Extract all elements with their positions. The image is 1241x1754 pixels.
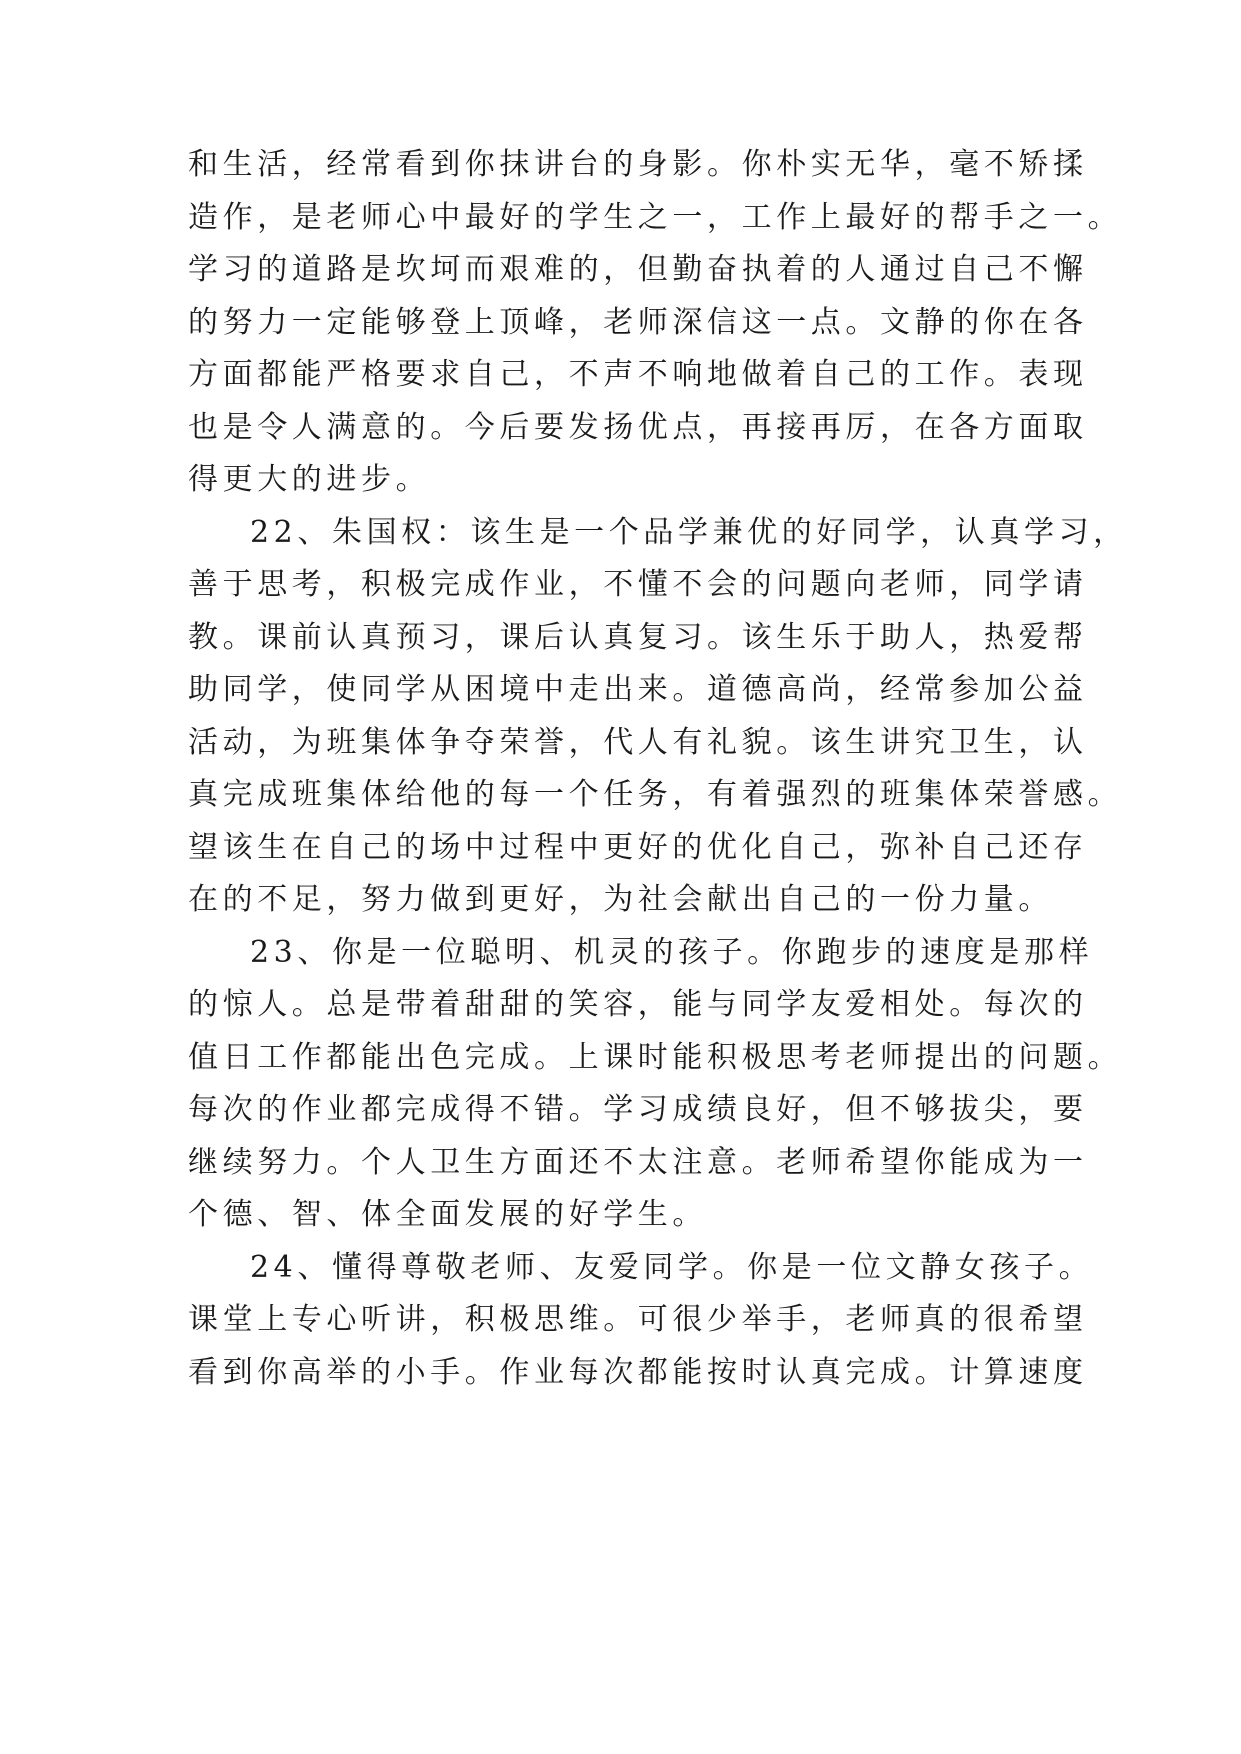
text-line: 个德、智、体全面发展的好学生。 — [188, 1197, 707, 1232]
text-line: 学习的道路是坎坷而艰难的，但勤奋执着的人通过自己不懈 — [188, 252, 1088, 287]
text-line: 活动，为班集体争夺荣誉，代人有礼貌。该生讲究卫生，认 — [188, 725, 1088, 760]
text-line: 善于思考，积极完成作业，不懂不会的问题向老师，同学请 — [188, 567, 1088, 602]
text-line: 在的不足，努力做到更好，为社会献出自己的一份力量。 — [188, 882, 1053, 917]
paragraph-23-first-line: 23、你是一位聪明、机灵的孩子。你跑步的速度是那样 — [250, 935, 1094, 970]
text-line: 助同学，使同学从困境中走出来。道德高尚，经常参加公益 — [188, 672, 1088, 707]
text-line: 造作，是老师心中最好的学生之一，工作上最好的帮手之一。 — [188, 200, 1123, 235]
text-line: 得更大的进步。 — [188, 462, 431, 497]
text-line: 教。课前认真预习，课后认真复习。该生乐于助人，热爱帮 — [188, 620, 1088, 655]
text-line: 的努力一定能够登上顶峰，老师深信这一点。文静的你在各 — [188, 305, 1088, 340]
text-line: 每次的作业都完成得不错。学习成绩良好，但不够拔尖，要 — [188, 1092, 1088, 1127]
paragraph-22-first-line: 22、朱国权：该生是一个品学兼优的好同学，认真学习， — [250, 515, 1128, 550]
text-line: 望该生在自己的场中过程中更好的优化自己，弥补自己还存 — [188, 830, 1088, 865]
text-line: 真完成班集体给他的每一个任务，有着强烈的班集体荣誉感。 — [188, 777, 1123, 812]
text-line: 和生活，经常看到你抹讲台的身影。你朴实无华，毫不矫揉 — [188, 147, 1088, 182]
text-line: 也是令人满意的。今后要发扬优点，再接再厉，在各方面取 — [188, 410, 1088, 445]
text-line: 看到你高举的小手。作业每次都能按时认真完成。计算速度 — [188, 1355, 1088, 1390]
text-line: 的惊人。总是带着甜甜的笑容，能与同学友爱相处。每次的 — [188, 987, 1088, 1022]
text-line: 继续努力。个人卫生方面还不太注意。老师希望你能成为一 — [188, 1145, 1088, 1180]
text-line: 课堂上专心听讲，积极思维。可很少举手，老师真的很希望 — [188, 1302, 1088, 1337]
paragraph-24-first-line: 24、懂得尊敬老师、友爱同学。你是一位文静女孩子。 — [250, 1250, 1094, 1285]
text-line: 值日工作都能出色完成。上课时能积极思考老师提出的问题。 — [188, 1040, 1123, 1075]
text-line: 方面都能严格要求自己，不声不响地做着自己的工作。表现 — [188, 357, 1088, 392]
